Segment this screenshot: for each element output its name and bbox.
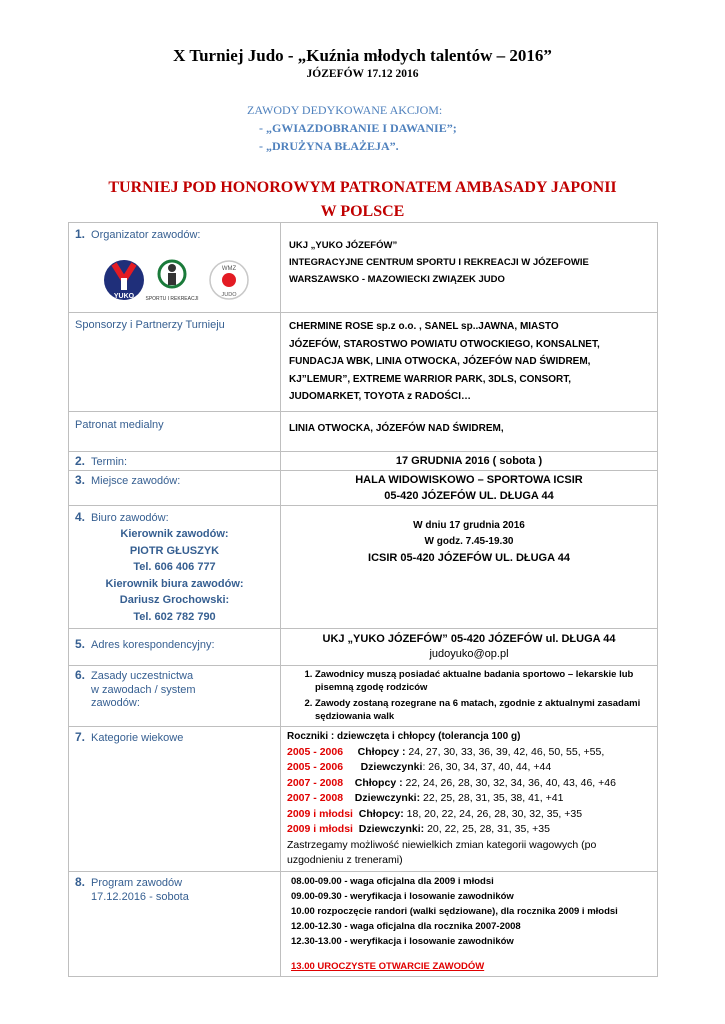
dedication-item-2: - „DRUŻYNA BŁAŻEJA”. [259, 139, 399, 153]
organizer-line-1: UKJ „YUKO JÓZEFÓW” [289, 240, 398, 251]
row-number: 6. [75, 668, 86, 682]
address-label: Adres korespondencyjny: [91, 639, 215, 651]
office-label: Biuro zawodów: [91, 512, 169, 524]
organizer-logos [69, 250, 280, 308]
date-label: Termin: [91, 456, 128, 468]
address-email: judoyuko@op.pl [429, 648, 509, 660]
media-value: LINIA OTWOCKA, JÓZEFÓW NAD ŚWIDREM, [289, 423, 504, 434]
patronage-heading [0, 176, 725, 224]
organizer-value-cell [281, 223, 658, 313]
list-item: 2007 - 2008 Dziewczynki: 22, 25, 28, 31, 35, 38, 41, +41 [287, 792, 564, 804]
info-table [68, 222, 658, 977]
table-row [69, 506, 658, 629]
venue-label-cell [69, 471, 281, 506]
dedication-item-1: - „GWIAZDOBRANIE I DAWANIE”; [259, 121, 457, 135]
office-location: ICSIR 05-420 JÓZEFÓW UL. DŁUGA 44 [368, 552, 570, 564]
table-row [69, 871, 658, 976]
document-title: X Turniej Judo - „Kuźnia młodych talentów – 2016” [173, 46, 552, 65]
row-number: 2. [75, 454, 86, 468]
sponsors-line-1: CHERMINE ROSE sp.z o.o. , SANEL sp..JAWNA, MIASTO [289, 321, 559, 332]
office-manager-phone: Tel. 606 406 777 [133, 561, 216, 573]
rules-value-cell [281, 666, 658, 727]
document-subtitle: JÓZEFÓW 17.12 2016 [306, 68, 419, 80]
opening-ceremony: 13.00 UROCZYSTE OTWARCIE ZAWODÓW [291, 960, 485, 972]
program-value-cell [281, 871, 658, 976]
sponsors-line-4: KJ”LEMUR”, EXTREME WARRIOR PARK, 3DLS, CONSORT, [289, 373, 572, 385]
categories-intro: Roczniki : dziewczęta i chłopcy (tolerancja 100 g) [287, 731, 521, 742]
office-hours: W godz. 7.45-19.30 [424, 536, 514, 547]
dedication-title: ZAWODY DEDYKOWANE AKCJOM: [247, 103, 443, 117]
office-chief-phone: Tel. 602 782 790 [133, 610, 216, 623]
wmzj-logo-text: WMZ [221, 266, 237, 272]
organizer-label: Organizator zawodów: [91, 229, 201, 241]
row-number: 5. [75, 637, 86, 651]
row-number: 4. [75, 510, 86, 524]
table-row [69, 313, 658, 412]
table-row [69, 727, 658, 872]
program-label-line-2: 17.12.2016 - sobota [91, 890, 189, 903]
table-row [69, 666, 658, 727]
categories-label: Kategorie wiekowe [91, 732, 184, 744]
list-item: 2007 - 2008 Chłopcy : 22, 24, 26, 28, 30, 32, 34, 36, 40, 43, 46, +46 [287, 776, 616, 789]
list-item: 2005 - 2006 Chłopcy : 24, 27, 30, 33, 36, 39, 42, 46, 50, 55, +55, [287, 745, 605, 758]
icsir-logo-text: SPORTU I REKREACJI [145, 296, 199, 302]
venue-value-cell [281, 471, 658, 506]
address-label-cell [69, 629, 281, 666]
rules-list [281, 668, 657, 723]
row-number: 8. [75, 874, 86, 889]
list-item: 08.00-09.00 - waga oficjalna dla 2009 i młodsi [291, 875, 494, 887]
program-label-line-1: Program zawodów [91, 876, 183, 889]
office-date: W dniu 17 grudnia 2016 [413, 520, 525, 531]
list-item: 09.00-09.30 - weryfikacja i losowanie zawodników [291, 890, 514, 902]
media-label: Patronat medialny [75, 419, 164, 431]
rules-label-line-2: w zawodach / system [91, 683, 196, 696]
sponsors-label-cell [69, 313, 281, 412]
rules-label-line-3: zawodów: [91, 697, 140, 709]
list-item: 2009 i młodsi Dziewczynki: 20, 22, 25, 28, 31, 35, +35 [287, 823, 550, 835]
list-item: 2009 i młodsi Chłopcy: 18, 20, 22, 24, 26, 28, 30, 32, 35, +35 [287, 807, 583, 820]
table-row [69, 223, 658, 313]
address-value-cell [281, 629, 658, 666]
yuko-logo-text: YUKO [113, 293, 135, 300]
venue-label: Miejsce zawodów: [91, 475, 181, 487]
list-item: 12.00-12.30 - waga oficjalna dla rocznika 2007-2008 [291, 920, 521, 932]
wmzj-logo [210, 261, 248, 299]
organizer-line-3: WARSZAWSKO - MAZOWIECKI ZWIĄZEK JUDO [289, 274, 505, 285]
icsir-logo [146, 261, 199, 302]
table-row [69, 629, 658, 666]
sponsors-line-2: JÓZEFÓW, STAROSTWO POWIATU OTWOCKIEGO, KONSALNET, [289, 338, 600, 350]
organizer-label-cell [69, 223, 281, 313]
sponsors-line-3: FUNDACJA WBK, LINIA OTWOCKA, JÓZEFÓW NAD ŚWIDREM, [289, 356, 591, 367]
office-manager-name: PIOTR GŁUSZYK [129, 544, 220, 557]
venue-line-1: HALA WIDOWISKOWO – SPORTOWA ICSIR [355, 474, 583, 486]
patronage-line-2: W POLSCE [320, 203, 405, 220]
program-label-cell [69, 871, 281, 976]
table-row [69, 452, 658, 471]
media-label-cell [69, 412, 281, 452]
date-label-cell [69, 452, 281, 471]
categories-value-cell [281, 727, 658, 872]
list-item: 10.00 rozpoczęcie randori (walki sędziowane), dla rocznika 2009 i młodsi [291, 905, 618, 917]
list-item: 2005 - 2006 Dziewczynki: 26, 30, 34, 37, 40, 44, +44 [287, 761, 552, 773]
patronage-line-1: TURNIEJ POD HONOROWYM PATRONATEM AMBASADY JAPONII [108, 179, 617, 196]
address-line-1: UKJ „YUKO JÓZEFÓW” 05-420 JÓZEFÓW ul. DŁUGA 44 [322, 633, 616, 645]
row-number: 1. [75, 227, 86, 241]
office-label-cell [69, 506, 281, 629]
dedication-block [247, 101, 457, 155]
row-number: 7. [75, 730, 86, 744]
list-item: 12.30-13.00 - weryfikacja i losowanie zawodników [291, 935, 514, 947]
list-item: 1. Zawodnicy muszą posiadać aktualne badania sportowo – lekarskie lub pisemną zgodę rodziców [315, 668, 657, 694]
date-value: 17 GRUDNIA 2016 ( sobota ) [395, 455, 543, 467]
sponsors-label: Sponsorzy i Partnerzy Turnieju [75, 319, 225, 331]
list-item: 2. Zawody zostaną rozegrane na 6 matach, zgodnie z aktualnymi zasadami sędziowania walk [315, 697, 657, 723]
date-value-cell [281, 452, 658, 471]
sponsors-line-5: JUDOMARKET, TOYOTA z RADOŚCI… [289, 391, 472, 402]
rules-label-cell [69, 666, 281, 727]
sponsors-value-cell [281, 313, 658, 412]
table-row [69, 412, 658, 452]
categories-note: Zastrzegamy możliwość niewielkich zmian kategorii wagowych (po uzgodnieniu z trenerami) [287, 838, 597, 866]
logo-row [69, 250, 279, 310]
wmzj-logo-subtext: JUDO [221, 292, 237, 298]
office-manager-label: Kierownik zawodów: [120, 528, 229, 540]
yuko-logo [104, 260, 144, 300]
categories-label-cell [69, 727, 281, 872]
media-value-cell [281, 412, 658, 452]
office-value-cell [281, 506, 658, 629]
rules-label-line-1: Zasady uczestnictwa [91, 670, 194, 682]
organizer-line-2: INTEGRACYJNE CENTRUM SPORTU I REKREACJI W JÓZEFOWIE [289, 257, 589, 268]
office-chief-label: Kierownik biura zawodów: [105, 577, 244, 590]
office-chief-name: Dariusz Grochowski: [119, 594, 230, 606]
table-row [69, 471, 658, 506]
venue-line-2: 05-420 JÓZEFÓW UL. DŁUGA 44 [384, 490, 554, 502]
row-number: 3. [75, 473, 86, 487]
